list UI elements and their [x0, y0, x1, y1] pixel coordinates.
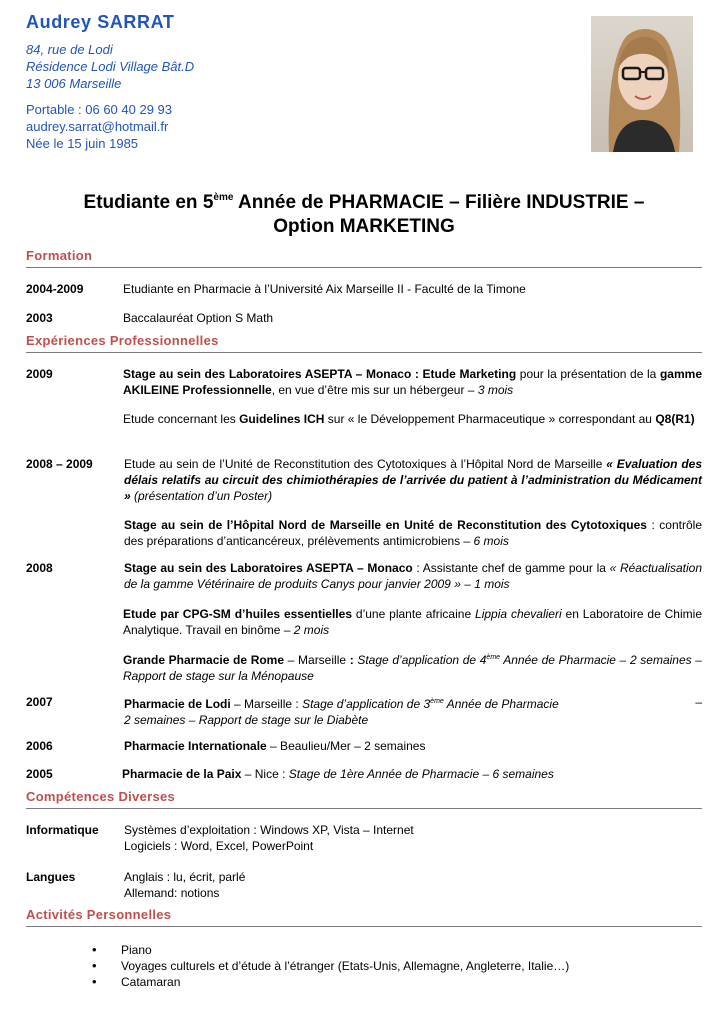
title-part-2: Année de PHARMACIE – Filière INDUSTRIE – — [233, 192, 645, 213]
cv-title — [26, 186, 702, 239]
entry-text: Pharmacie de la Paix – Nice : Stage de 1ère Année de Pharmacie – 6 semaines — [122, 767, 554, 781]
entry-date: 2007 — [26, 695, 53, 709]
entry-text: Stage au sein des Laboratoires ASEPTA – Monaco : Etude Marketing pour la présentation de la gamme AKILEINE Professionnelle, en vue d’être mis sur un hébergeur – 3 mois — [123, 367, 702, 397]
skills-entry-languages — [26, 869, 702, 901]
entry-text: Etudiante en Pharmacie à l’Université Aix Marseille II - Faculté de la Timone — [123, 282, 526, 296]
candidate-name: Audrey SARRAT — [26, 12, 175, 32]
profile-photo — [591, 16, 693, 152]
entry-text: Etude concernant les Guidelines ICH sur « le Développement Pharmaceutique » correspondant au Q8(R1) — [123, 412, 695, 426]
section-heading-formation: Formation — [26, 248, 702, 268]
address-line-2: Résidence Lodi Village Bât.D — [26, 59, 195, 74]
phone-number: Portable : 06 60 40 29 93 — [26, 102, 173, 117]
entry-date: 2006 — [26, 739, 53, 753]
experience-entry — [26, 456, 702, 504]
experience-entry — [26, 766, 702, 782]
entry-text: Pharmacie de Lodi – Marseille : Stage d’application de 3ème Année de Pharmacie – 2 semaines – Rapport de stage sur le Diabète — [124, 695, 702, 727]
section-heading-competences: Compétences Diverses — [26, 789, 702, 809]
experience-entry — [26, 366, 702, 398]
address-line-1: 84, rue de Lodi — [26, 42, 113, 57]
email-address: audrey.sarrat@hotmail.fr — [26, 119, 169, 134]
entry-text: Etude au sein de l’Unité de Reconstitution des Cytotoxiques à l’Hôpital Nord de Marseille « Evaluation des délais relatifs au circuit des chimiothérapies de l’arrivée du patient à l’administration du Médicament » (présentation d’un Poster) — [124, 457, 702, 503]
experience-entry — [26, 560, 702, 592]
experience-entry — [26, 694, 702, 728]
contact-header — [26, 12, 546, 152]
section-heading-experiences: Expériences Professionnelles — [26, 333, 702, 353]
list-item: • Voyages culturels et d’étude à l’étranger (Etats-Unis, Allemagne, Angleterre, Italie…) — [92, 958, 570, 973]
entry-date: 2004-2009 — [26, 282, 84, 296]
entry-text: Grande Pharmacie de Rome – Marseille : Stage d’application de 4ème Année de Pharmacie – 2 semaines – Rapport de stage sur la Ménopause — [123, 653, 702, 683]
address-line-3: 13 006 Marseille — [26, 76, 122, 91]
bullet-icon: • — [92, 974, 97, 989]
entry-text: Etude par CPG-SM d’huiles essentielles d’une plante africaine Lippia chevalieri en Laboratoire de Chimie Analytique. Travail en binôme – 2 mois — [123, 607, 702, 637]
title-superscript: ème — [213, 192, 234, 203]
bullet-icon: • — [92, 958, 97, 973]
experience-entry — [26, 606, 702, 638]
list-item: • Piano — [92, 942, 152, 957]
formation-entry-2 — [26, 310, 702, 326]
list-item: • Catamaran — [92, 974, 181, 989]
entry-date: 2008 — [26, 561, 53, 575]
experience-entry — [26, 738, 702, 754]
experience-entry — [26, 650, 702, 684]
entry-date: 2008 – 2009 — [26, 457, 93, 471]
experience-entry — [26, 411, 702, 427]
bullet-icon: • — [92, 942, 97, 957]
entry-label: Informatique — [26, 823, 99, 837]
experience-entry — [26, 517, 702, 549]
title-line-2: Option MARKETING — [273, 216, 455, 237]
entry-text: Pharmacie Internationale – Beaulieu/Mer – 2 semaines — [124, 739, 426, 753]
entry-date: 2005 — [26, 767, 53, 781]
birth-date: Née le 15 juin 1985 — [26, 136, 139, 151]
section-heading-activites: Activités Personnelles — [26, 907, 702, 927]
entry-text: Stage au sein de l’Hôpital Nord de Marseille en Unité de Reconstitution des Cytotoxiques : contrôle des préparations d’anticancéreux, prélèvements antimicrobiens – 6 mois — [124, 518, 702, 548]
entry-text: Baccalauréat Option S Math — [123, 311, 274, 325]
formation-entry-1 — [26, 281, 702, 297]
entry-label: Langues — [26, 870, 76, 884]
activities-list — [90, 942, 690, 990]
title-part-1: Etudiante en 5 — [83, 192, 214, 213]
entry-date: 2003 — [26, 311, 53, 325]
entry-text: Stage au sein des Laboratoires ASEPTA – Monaco : Assistante chef de gamme pour la « Réactualisation de la gamme Vétérinaire de produits Canys pour janvier 2009 » – 1 mois — [124, 561, 702, 591]
skills-entry-it — [26, 822, 702, 854]
entry-text: Systèmes d’exploitation : Windows XP, Vista – Internet Logiciels : Word, Excel, PowerPoint — [124, 823, 414, 853]
entry-text: Anglais : lu, écrit, parlé Allemand: notions — [124, 870, 246, 900]
entry-date: 2009 — [26, 367, 53, 381]
